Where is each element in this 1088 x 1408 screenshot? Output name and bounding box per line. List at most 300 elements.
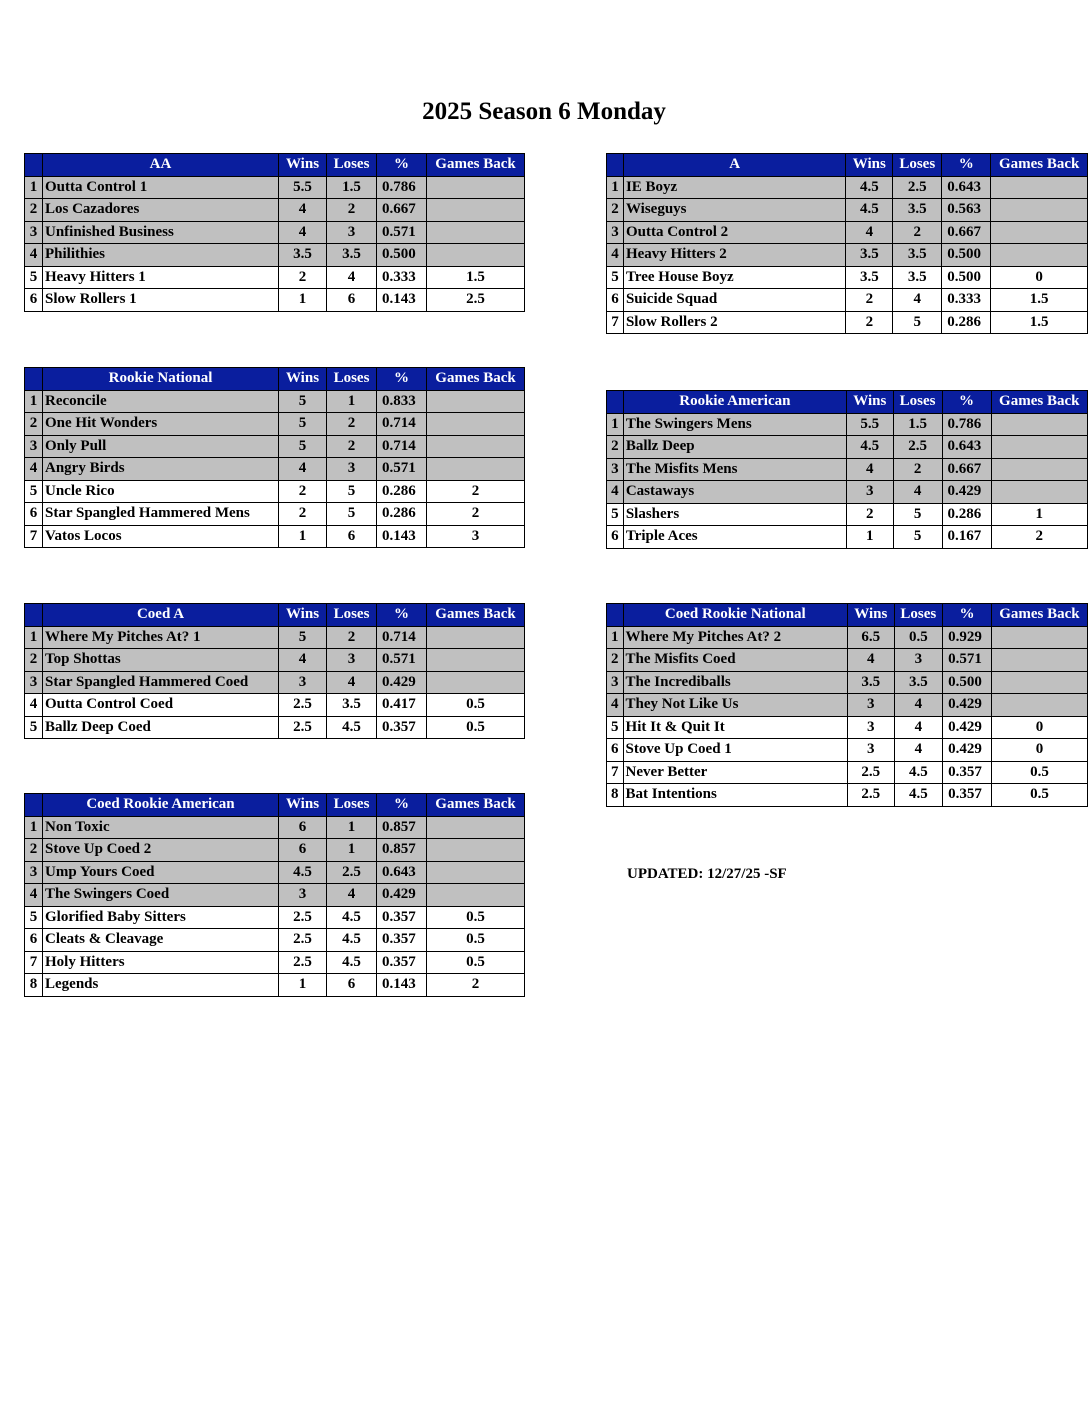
team-name-cell: Castaways [623, 481, 846, 504]
team-name-cell: Where My Pitches At? 2 [623, 626, 848, 649]
team-name-cell: Slashers [623, 503, 846, 526]
division-name: AA [43, 154, 279, 177]
team-name-cell: Stove Up Coed 2 [43, 839, 279, 862]
standings-table-rookie-american [606, 390, 1088, 549]
games-back-cell: 2 [991, 526, 1088, 549]
wins-cell: 2 [279, 503, 327, 526]
games-back-cell: 1.5 [991, 289, 1088, 312]
rank-cell: 7 [607, 311, 624, 334]
standings-row [25, 649, 525, 672]
standings-row [25, 289, 525, 312]
games-back-cell [427, 221, 525, 244]
games-back-cell [427, 390, 525, 413]
team-name-cell: Outta Control 1 [43, 176, 279, 199]
games-back-header: Games Back [427, 604, 525, 627]
team-name-cell: Tree House Boyz [623, 266, 845, 289]
wins-cell: 2 [279, 480, 327, 503]
loses-cell: 2 [327, 413, 377, 436]
team-name-cell: Cleats & Cleavage [43, 929, 279, 952]
team-name-cell: Outta Control 2 [623, 221, 845, 244]
team-name-cell: Ump Yours Coed [43, 861, 279, 884]
pct-cell: 0.143 [377, 974, 427, 997]
pct-cell: 0.643 [942, 176, 991, 199]
team-name-cell: Ballz Deep Coed [43, 716, 279, 739]
wins-header: Wins [279, 794, 327, 817]
team-name-cell: Wiseguys [623, 199, 845, 222]
games-back-cell: 0 [991, 266, 1088, 289]
team-name-cell: Reconcile [43, 390, 279, 413]
games-back-cell [991, 436, 1088, 459]
games-back-cell [991, 626, 1087, 649]
loses-cell: 3 [327, 458, 377, 481]
pct-cell: 0.429 [942, 481, 991, 504]
loses-cell: 1 [327, 390, 377, 413]
loses-cell: 5 [893, 526, 942, 549]
loses-cell: 4.5 [327, 951, 377, 974]
games-back-cell: 0.5 [991, 761, 1087, 784]
team-name-cell: Non Toxic [43, 816, 279, 839]
pct-cell: 0.286 [942, 503, 991, 526]
pct-cell: 0.286 [942, 311, 991, 334]
table-header-row [25, 604, 525, 627]
standings-row [607, 671, 1088, 694]
games-back-cell: 2 [427, 503, 525, 526]
pct-cell: 0.929 [943, 626, 992, 649]
wins-cell: 1 [279, 525, 327, 548]
games-back-header: Games Back [427, 794, 525, 817]
standings-row [25, 839, 525, 862]
wins-header: Wins [279, 368, 327, 391]
standings-row [607, 289, 1088, 312]
standings-row [607, 176, 1088, 199]
loses-cell: 4 [894, 694, 943, 717]
wins-cell: 3.5 [846, 266, 893, 289]
standings-row [25, 266, 525, 289]
table-header-row [607, 391, 1088, 414]
wins-cell: 5 [279, 626, 327, 649]
wins-cell: 5 [279, 413, 327, 436]
rank-cell: 6 [25, 929, 43, 952]
team-name-cell: Suicide Squad [623, 289, 845, 312]
games-back-cell: 0.5 [427, 951, 525, 974]
rank-cell: 7 [25, 951, 43, 974]
wins-cell: 2.5 [279, 929, 327, 952]
standings-row [607, 266, 1088, 289]
team-name-cell: Only Pull [43, 435, 279, 458]
loses-cell: 1 [327, 816, 377, 839]
wins-cell: 4.5 [846, 436, 893, 459]
games-back-cell [991, 458, 1088, 481]
games-back-cell [991, 649, 1087, 672]
pct-cell: 0.563 [942, 199, 991, 222]
wins-cell: 2.5 [279, 716, 327, 739]
games-back-cell [991, 481, 1088, 504]
loses-cell: 4.5 [327, 716, 377, 739]
standings-row [25, 525, 525, 548]
pct-cell: 0.500 [942, 266, 991, 289]
pct-header: % [943, 604, 992, 627]
games-back-cell [427, 839, 525, 862]
pct-cell: 0.714 [377, 626, 427, 649]
loses-header: Loses [327, 154, 377, 177]
team-name-cell: Where My Pitches At? 1 [43, 626, 279, 649]
rank-cell: 4 [607, 244, 624, 267]
rank-cell: 3 [25, 221, 43, 244]
loses-cell: 4 [327, 266, 377, 289]
loses-cell: 2 [893, 221, 942, 244]
rank-cell: 4 [607, 481, 624, 504]
wins-header: Wins [846, 154, 893, 177]
wins-cell: 4 [848, 649, 894, 672]
team-name-cell: Heavy Hitters 1 [43, 266, 279, 289]
rank-cell: 1 [607, 176, 624, 199]
team-name-cell: Star Spangled Hammered Coed [43, 671, 279, 694]
team-name-cell: The Swingers Coed [43, 884, 279, 907]
table-header-row [607, 604, 1088, 627]
pct-cell: 0.357 [377, 906, 427, 929]
loses-cell: 2.5 [327, 861, 377, 884]
pct-header: % [942, 154, 991, 177]
team-name-cell: Uncle Rico [43, 480, 279, 503]
standings-row [25, 199, 525, 222]
games-back-cell [991, 176, 1088, 199]
wins-cell: 3.5 [848, 671, 894, 694]
loses-cell: 1.5 [893, 413, 942, 436]
games-back-cell [427, 861, 525, 884]
wins-cell: 5.5 [846, 413, 893, 436]
pct-header: % [377, 794, 427, 817]
rank-cell: 7 [25, 525, 43, 548]
standings-row [607, 716, 1088, 739]
rank-cell: 8 [25, 974, 43, 997]
wins-cell: 3 [848, 694, 894, 717]
pct-cell: 0.667 [377, 199, 427, 222]
pct-cell: 0.643 [942, 436, 991, 459]
games-back-cell [427, 626, 525, 649]
rank-cell: 6 [25, 289, 43, 312]
rank-cell: 2 [25, 413, 43, 436]
rank-cell: 1 [25, 626, 43, 649]
standings-row [25, 951, 525, 974]
loses-cell: 3.5 [893, 244, 942, 267]
games-back-header: Games Back [991, 154, 1088, 177]
wins-cell: 2 [279, 266, 327, 289]
games-back-header: Games Back [991, 391, 1088, 414]
pct-cell: 0.857 [377, 816, 427, 839]
rank-cell: 1 [607, 413, 624, 436]
pct-header: % [377, 154, 427, 177]
loses-cell: 2 [327, 626, 377, 649]
rank-cell: 8 [607, 784, 624, 807]
rank-cell: 2 [607, 649, 624, 672]
standings-row [25, 413, 525, 436]
team-name-cell: Outta Control Coed [43, 694, 279, 717]
loses-cell: 6 [327, 289, 377, 312]
team-name-cell: Los Cazadores [43, 199, 279, 222]
rank-cell: 2 [607, 436, 624, 459]
page-title: 2025 Season 6 Monday [422, 98, 666, 125]
games-back-cell [991, 694, 1087, 717]
wins-cell: 1 [846, 526, 893, 549]
standings-row [25, 390, 525, 413]
games-back-cell [427, 884, 525, 907]
wins-cell: 6 [279, 816, 327, 839]
wins-cell: 2.5 [848, 784, 894, 807]
rank-cell: 1 [607, 626, 624, 649]
standings-row [607, 694, 1088, 717]
table-header-row [25, 368, 525, 391]
wins-cell: 3 [846, 481, 893, 504]
wins-cell: 2.5 [279, 694, 327, 717]
games-back-cell [991, 221, 1088, 244]
loses-cell: 4 [327, 884, 377, 907]
pct-cell: 0.357 [943, 784, 992, 807]
wins-cell: 4 [279, 458, 327, 481]
team-name-cell: Glorified Baby Sitters [43, 906, 279, 929]
loses-header: Loses [894, 604, 943, 627]
wins-cell: 2.5 [848, 761, 894, 784]
loses-cell: 6 [327, 525, 377, 548]
loses-header: Loses [327, 368, 377, 391]
pct-cell: 0.429 [943, 716, 992, 739]
pct-cell: 0.667 [942, 458, 991, 481]
rank-cell: 5 [25, 906, 43, 929]
loses-cell: 2 [893, 458, 942, 481]
games-back-cell [991, 413, 1088, 436]
pct-cell: 0.643 [377, 861, 427, 884]
wins-cell: 3 [848, 716, 894, 739]
games-back-cell: 1.5 [991, 311, 1088, 334]
games-back-cell: 0.5 [427, 694, 525, 717]
wins-cell: 5 [279, 435, 327, 458]
rank-cell: 5 [25, 480, 43, 503]
pct-cell: 0.571 [943, 649, 992, 672]
loses-cell: 2 [327, 199, 377, 222]
wins-cell: 5.5 [279, 176, 327, 199]
loses-cell: 4.5 [894, 784, 943, 807]
standings-row [607, 221, 1088, 244]
wins-header: Wins [848, 604, 894, 627]
loses-cell: 3 [327, 221, 377, 244]
rank-cell: 2 [25, 649, 43, 672]
wins-cell: 4.5 [846, 176, 893, 199]
wins-cell: 2 [846, 503, 893, 526]
games-back-cell [427, 671, 525, 694]
games-back-cell [991, 671, 1087, 694]
standings-table-rookie-national [24, 367, 525, 548]
loses-cell: 2.5 [893, 176, 942, 199]
table-header-row [25, 794, 525, 817]
team-name-cell: Ballz Deep [623, 436, 846, 459]
updated-note: UPDATED: 12/27/25 -SF [627, 866, 787, 882]
games-back-cell [427, 199, 525, 222]
wins-cell: 1 [279, 974, 327, 997]
standings-row [25, 503, 525, 526]
pct-cell: 0.500 [943, 671, 992, 694]
division-name: Coed Rookie American [43, 794, 279, 817]
games-back-cell [427, 244, 525, 267]
standings-table-coed-a [24, 603, 525, 739]
loses-cell: 5 [327, 503, 377, 526]
loses-cell: 5 [893, 503, 942, 526]
standings-row [607, 526, 1088, 549]
games-back-cell: 1 [991, 503, 1088, 526]
wins-cell: 2.5 [279, 951, 327, 974]
rank-cell: 4 [607, 694, 624, 717]
rank-cell: 6 [607, 289, 624, 312]
games-back-cell: 0 [991, 716, 1087, 739]
rank-cell: 2 [25, 199, 43, 222]
games-back-cell [427, 458, 525, 481]
pct-cell: 0.429 [943, 694, 992, 717]
rank-cell: 2 [607, 199, 624, 222]
wins-cell: 3.5 [279, 244, 327, 267]
team-name-cell: Top Shottas [43, 649, 279, 672]
rank-cell: 5 [25, 266, 43, 289]
standings-row [607, 311, 1088, 334]
wins-header: Wins [279, 604, 327, 627]
standings-row [607, 413, 1088, 436]
games-back-cell: 1.5 [427, 266, 525, 289]
pct-cell: 0.571 [377, 458, 427, 481]
loses-cell: 3 [894, 649, 943, 672]
pct-cell: 0.429 [377, 884, 427, 907]
wins-cell: 4 [279, 199, 327, 222]
standings-row [607, 503, 1088, 526]
loses-cell: 3.5 [893, 199, 942, 222]
wins-cell: 6 [279, 839, 327, 862]
rank-cell: 6 [607, 739, 624, 762]
rank-cell: 2 [25, 839, 43, 862]
division-name: Rookie American [623, 391, 846, 414]
pct-cell: 0.714 [377, 413, 427, 436]
rank-cell: 3 [607, 458, 624, 481]
loses-cell: 0.5 [894, 626, 943, 649]
loses-cell: 2.5 [893, 436, 942, 459]
standings-row [607, 784, 1088, 807]
pct-cell: 0.571 [377, 649, 427, 672]
pct-cell: 0.286 [377, 503, 427, 526]
loses-cell: 4.5 [894, 761, 943, 784]
standings-row [607, 436, 1088, 459]
standings-row [25, 906, 525, 929]
team-name-cell: Triple Aces [623, 526, 846, 549]
standings-table-coed-rookie-national [606, 603, 1088, 807]
standings-row [607, 761, 1088, 784]
standings-row [25, 884, 525, 907]
pct-cell: 0.500 [942, 244, 991, 267]
loses-cell: 4 [894, 739, 943, 762]
rank-cell: 4 [25, 244, 43, 267]
wins-cell: 4 [846, 458, 893, 481]
wins-cell: 3 [279, 884, 327, 907]
wins-cell: 1 [279, 289, 327, 312]
pct-cell: 0.357 [377, 716, 427, 739]
rank-cell: 3 [607, 221, 624, 244]
wins-cell: 4.5 [846, 199, 893, 222]
loses-cell: 4 [894, 716, 943, 739]
rank-cell: 1 [25, 816, 43, 839]
standings-row [607, 626, 1088, 649]
games-back-cell [991, 199, 1088, 222]
standings-row [25, 176, 525, 199]
pct-cell: 0.833 [377, 390, 427, 413]
pct-cell: 0.167 [942, 526, 991, 549]
loses-cell: 6 [327, 974, 377, 997]
rank-header-cell [607, 604, 624, 627]
pct-cell: 0.417 [377, 694, 427, 717]
rank-cell: 3 [25, 671, 43, 694]
wins-cell: 3 [848, 739, 894, 762]
wins-cell: 2 [846, 311, 893, 334]
table-header-row [607, 154, 1088, 177]
standings-row [25, 694, 525, 717]
wins-cell: 4.5 [279, 861, 327, 884]
rank-cell: 1 [25, 176, 43, 199]
pct-header: % [942, 391, 991, 414]
team-name-cell: Angry Birds [43, 458, 279, 481]
pct-header: % [377, 368, 427, 391]
team-name-cell: Star Spangled Hammered Mens [43, 503, 279, 526]
standings-table-coed-rookie-american [24, 793, 525, 997]
games-back-header: Games Back [991, 604, 1087, 627]
loses-cell: 4.5 [327, 929, 377, 952]
division-name: Coed A [43, 604, 279, 627]
wins-cell: 5 [279, 390, 327, 413]
standings-row [607, 739, 1088, 762]
games-back-header: Games Back [427, 368, 525, 391]
games-back-header: Games Back [427, 154, 525, 177]
standings-row [607, 199, 1088, 222]
pct-cell: 0.357 [377, 929, 427, 952]
loses-cell: 4 [327, 671, 377, 694]
pct-cell: 0.357 [943, 761, 992, 784]
rank-cell: 1 [25, 390, 43, 413]
rank-cell: 7 [607, 761, 624, 784]
games-back-cell: 0.5 [991, 784, 1087, 807]
standings-row [607, 458, 1088, 481]
rank-cell: 3 [25, 435, 43, 458]
games-back-cell [991, 244, 1088, 267]
rank-cell: 4 [25, 884, 43, 907]
standings-row [25, 974, 525, 997]
pct-header: % [377, 604, 427, 627]
rank-header-cell [25, 794, 43, 817]
pct-cell: 0.786 [377, 176, 427, 199]
team-name-cell: Never Better [623, 761, 848, 784]
loses-header: Loses [893, 391, 942, 414]
wins-header: Wins [279, 154, 327, 177]
standings-row [25, 816, 525, 839]
games-back-cell [427, 649, 525, 672]
team-name-cell: Legends [43, 974, 279, 997]
loses-cell: 4 [893, 481, 942, 504]
wins-cell: 4 [279, 649, 327, 672]
standings-row [25, 671, 525, 694]
pct-cell: 0.429 [943, 739, 992, 762]
pct-cell: 0.333 [377, 266, 427, 289]
pct-cell: 0.357 [377, 951, 427, 974]
pct-cell: 0.143 [377, 525, 427, 548]
pct-cell: 0.286 [377, 480, 427, 503]
loses-cell: 3.5 [893, 266, 942, 289]
wins-cell: 4 [279, 221, 327, 244]
games-back-cell: 3 [427, 525, 525, 548]
standings-row [25, 626, 525, 649]
loses-cell: 2 [327, 435, 377, 458]
loses-cell: 5 [893, 311, 942, 334]
rank-cell: 5 [25, 716, 43, 739]
